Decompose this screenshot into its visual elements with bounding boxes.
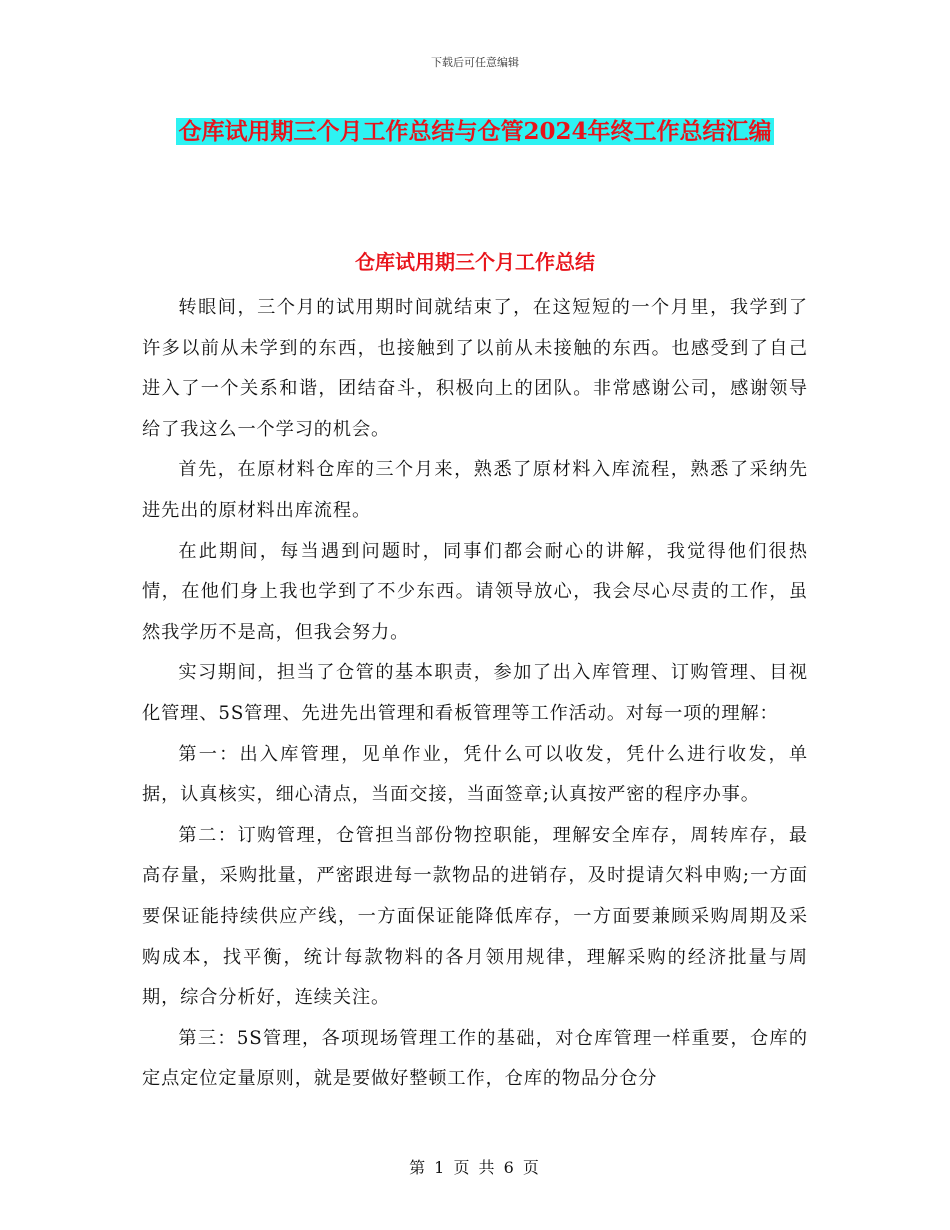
page-number: 第 1 页 共 6 页 xyxy=(409,1158,541,1177)
document-title xyxy=(140,108,810,155)
header-note: 下载后可任意编辑 xyxy=(431,56,519,69)
paragraph: 第三：5S管理，各项现场管理工作的基础，对仓库管理一样重要，仓库的定点定位定量原则，就是要做好整顿工作，仓库的物品分仓分 xyxy=(142,1027,808,1090)
paragraph: 首先，在原材料仓库的三个月来，熟悉了原材料入库流程，熟悉了采纳先进先出的原材料出库流程。 xyxy=(142,459,808,521)
document-body xyxy=(142,288,808,1100)
paragraph: 第一：出入库管理，见单作业，凭什么可以收发，凭什么进行收发，单据，认真核实，细心清点，当面交接，当面签章;认真按严密的程序办事。 xyxy=(142,743,808,806)
paragraph: 在此期间，每当遇到问题时，同事们都会耐心的讲解，我觉得他们很热情，在他们身上我也学到了不少东西。请领导放心，我会尽心尽责的工作，虽然我学历不是高，但我会努力。 xyxy=(142,540,808,643)
paragraph: 实习期间，担当了仓管的基本职责，参加了出入库管理、订购管理、目视化管理、5S管理、先进先出管理和看板管理等工作活动。对每一项的理解： xyxy=(142,662,808,724)
section-title: 仓库试用期三个月工作总结 xyxy=(355,250,595,274)
paragraph: 转眼间，三个月的试用期时间就结束了，在这短短的一个月里，我学到了许多以前从未学到的东西，也接触到了以前从未接触的东西。也感受到了自己进入了一个关系和谐，团结奋斗，积极向上的团队。非常感谢公司，感谢领导给了我这么一个学习的机会。 xyxy=(142,297,808,440)
paragraph: 第二：订购管理，仓管担当部份物控职能，理解安全库存，周转库存，最高存量，采购批量，严密跟进每一款物品的进销存，及时提请欠料申购;一方面要保证能持续供应产线，一方面保证能降低库存，一方面要兼顾采购周期及采购成本，找平衡，统计每款物料的各月领用规律，理解采购的经济批量与周期，综合分析好，连续关注。 xyxy=(142,824,808,1009)
document-title-text: 仓库试用期三个月工作总结与仓管2024年终工作总结汇编 xyxy=(178,118,772,145)
